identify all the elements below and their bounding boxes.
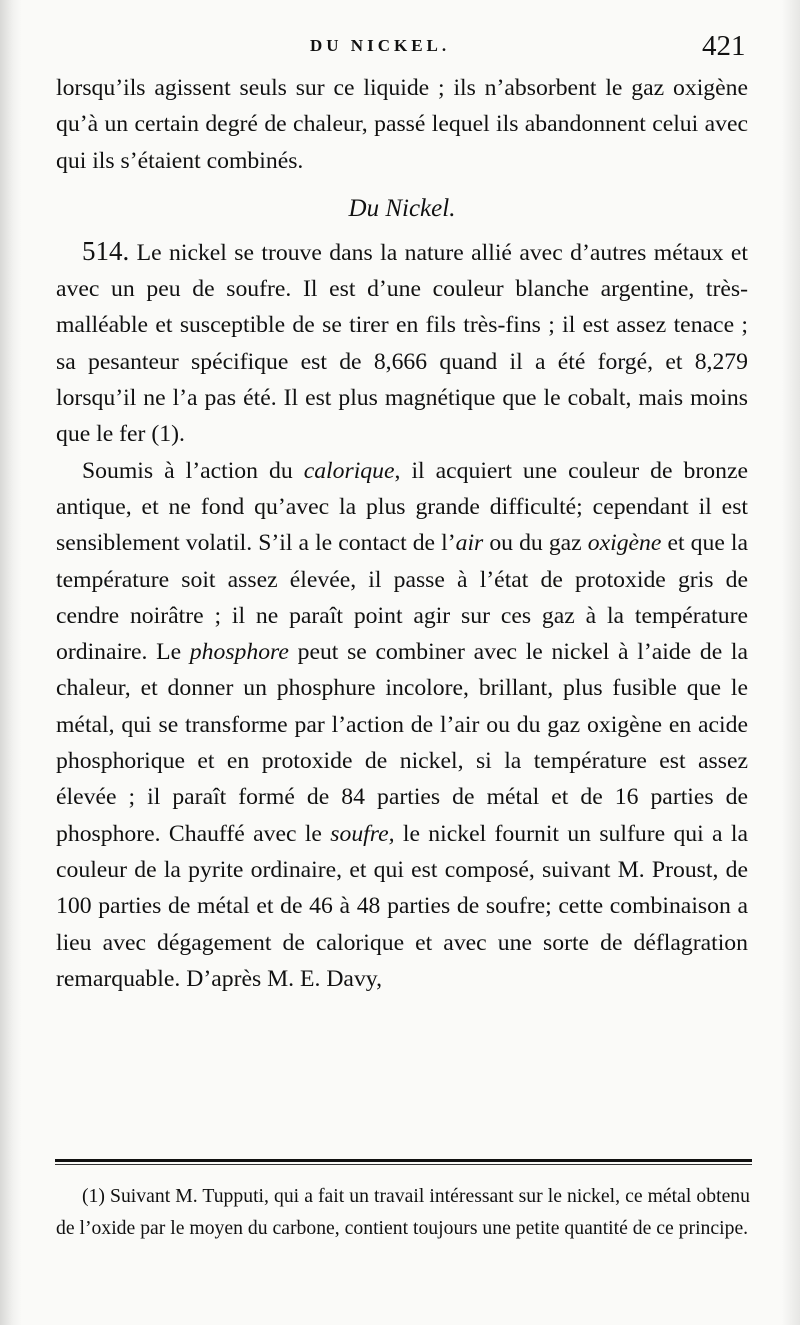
body-text — [56, 70, 748, 997]
paragraph-calorique — [56, 453, 748, 997]
running-title: DU NICKEL. — [310, 36, 451, 55]
text-run: peut se combiner avec le nickel à l’aide de la chaleur, et donner un phosphure incolore, brillant, plus fusible que le métal, qui se transforme par l’action de l’air ou du gaz oxigène en acide phosphorique et en protoxide de nickel, si la température est assez élevée ; il paraît formé de 84 parties de métal et de 16 parties de phosphore. Chauffé avec le — [56, 639, 748, 847]
paragraph-number: 514. — [82, 235, 130, 266]
paragraph-514-text: Le nickel se trouve dans la nature allié avec d’autres métaux et avec un peu de soufre. Il est d’une couleur blanche argentine, très-malléable et susceptible de se tirer en fils très-fins ; il est assez tenace ; sa pesanteur spécifique est de 8,666 quand il a été forgé, et 8,279 lorsqu’il ne l’a pas été. Il est plus magnétique que le cobalt, mais moins que le fer (1). — [56, 239, 748, 448]
page-number: 421 — [702, 30, 746, 62]
footnote — [56, 1180, 750, 1244]
continuation-paragraph: lorsqu’ils agissent seuls sur ce liquide ; ils n’absorbent le gaz oxigène qu’à un certain degré de chaleur, passé lequel ils abandonnent celui avec qui ils s’étaient combinés. — [56, 75, 748, 174]
text-run: et que la température soit assez élevée, il passe à l’état de protoxide gris de cendre noirâtre ; il ne paraît point agir sur ces gaz à la température ordinaire. Le — [56, 530, 748, 666]
running-head — [0, 30, 800, 64]
italic-term: oxigène — [587, 530, 662, 557]
paragraph-514 — [56, 233, 748, 453]
section-heading: Du Nickel. — [348, 194, 456, 222]
text-run: le nickel fournit un sulfure qui a la couleur de la pyrite ordinaire, et qui est composé, suivant M. Proust, de 100 parties de métal et de 46 à 48 parties de soufre; cette combinaison a lieu avec dégagement de calorique et avec une sorte de déflagration remarquable. D’après M. E. Davy, — [56, 820, 748, 992]
page-edge-shadow — [782, 0, 800, 1325]
text-run: , il acquiert une couleur de bronze antique, et ne fond qu’avec la plus grande difficulté; cependant il est sensiblement volatil. S’il a le contact de l’ — [56, 457, 748, 557]
footnote-rule-thick — [55, 1159, 752, 1162]
page-gutter-shadow — [0, 0, 22, 1325]
italic-term: soufre, — [330, 820, 395, 847]
footnote-text: (1) Suivant M. Tupputi, qui a fait un travail intéressant sur le nickel, ce métal obtenu de l’oxide par le moyen du carbone, contient toujours une petite quantité de ce principe. — [56, 1185, 750, 1239]
italic-term: phosphore — [189, 639, 289, 666]
italic-term: air — [455, 530, 484, 557]
footnote-rule-thin — [55, 1164, 752, 1165]
text-run: ou du gaz — [483, 530, 588, 557]
text-run: Soumis à l’action du — [82, 457, 304, 484]
italic-term: calorique — [303, 457, 395, 484]
